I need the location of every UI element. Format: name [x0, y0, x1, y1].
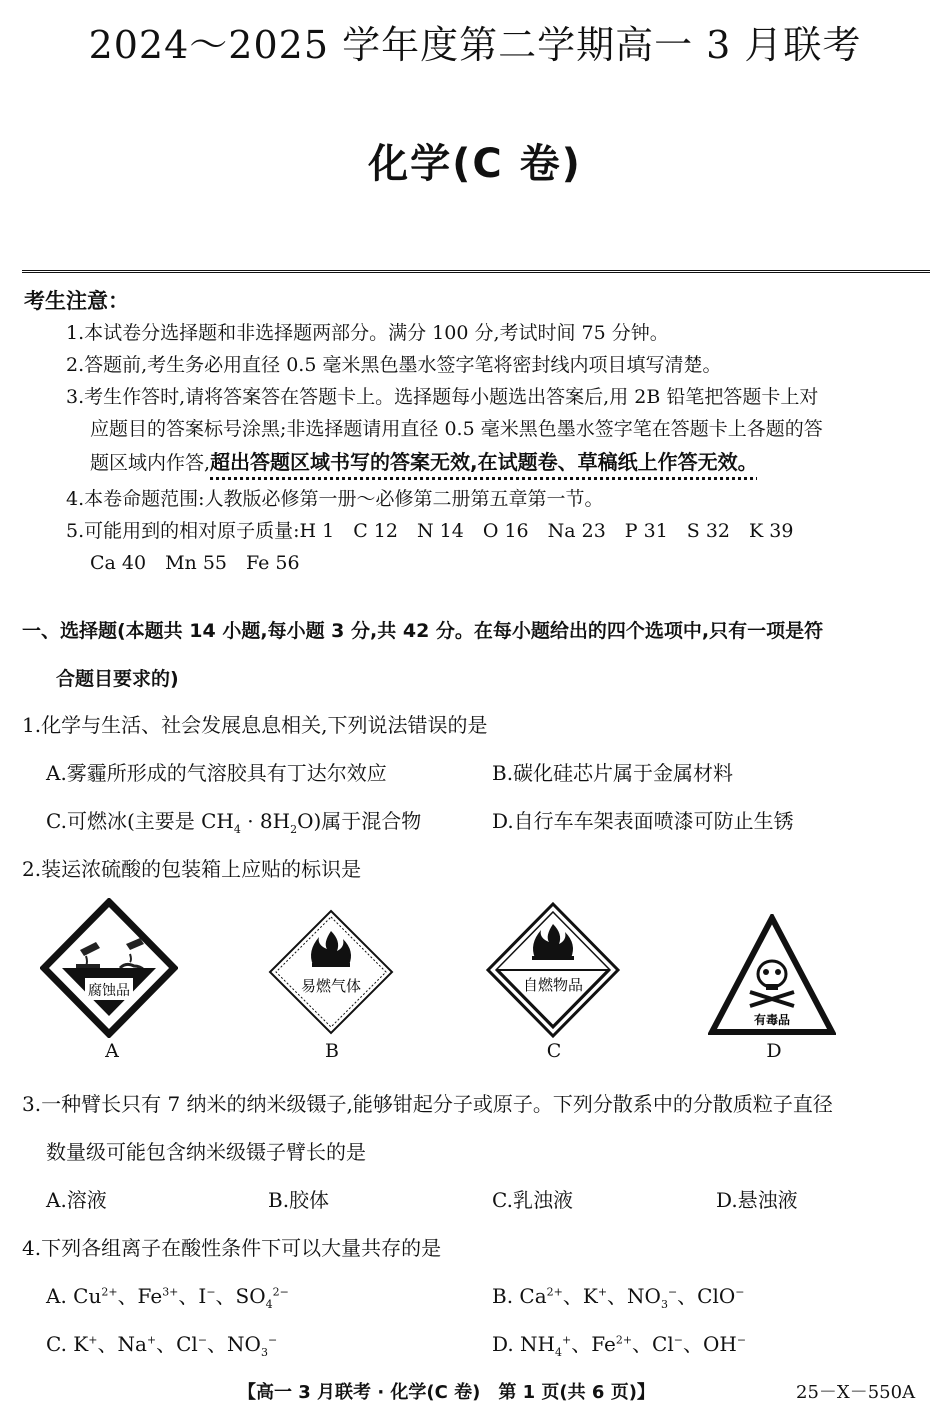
spontaneous-combustion-icon [484, 900, 622, 1040]
notice-emphasis: 超出答题区域书写的答案无效,在试题卷、草稿纸上作答无效。 [210, 450, 758, 474]
question-4-stem: 4.下列各组离子在酸性条件下可以大量共存的是 [22, 1236, 442, 1260]
flammable-gas-icon [264, 905, 398, 1039]
section-heading: 一、选择题(本题共 14 小题,每小题 3 分,共 42 分。在每小题给出的四个选项中,只有一项是符 [22, 620, 824, 642]
sign-b-label: B [325, 1040, 339, 1062]
q3-option-b: B.胶体 [268, 1188, 330, 1212]
sign-a-label: A [105, 1040, 119, 1062]
page-footer: 【高一 3 月联考 · 化学(C 卷) 第 1 页(共 6 页)】 [238, 1382, 655, 1403]
q4-option-c: C. K+、Na+、Cl−、$NO_3^-$ [46, 1332, 278, 1359]
notice-item-2: 2.答题前,考生务必用直径 0.5 毫米黑色墨水签字笔将密封线内项目填写清楚。 [66, 354, 722, 376]
q1-option-a: A.雾霾所形成的气溶胶具有丁达尔效应 [46, 761, 387, 785]
exam-title: 2024～2025 学年度第二学期高一 3 月联考 [88, 23, 862, 67]
q3-option-a: A.溶液 [46, 1188, 107, 1212]
question-1-stem: 1.化学与生活、社会发展息息相关,下列说法错误的是 [22, 713, 488, 737]
q4-option-a: A. $Cu^{2+}$、$Fe^{3+}$、I−、$SO_4^{2-}$ [46, 1284, 289, 1311]
q1-option-c [46, 805, 421, 836]
q1-c-part3: O)属于混合物 [297, 809, 422, 833]
q1-c-part2: · 8H [240, 809, 291, 833]
q1-c-part1: C.可燃冰(主要是 CH [46, 809, 234, 833]
notice-item-1: 1.本试卷分选择题和非选择题两部分。满分 100 分,考试时间 75 分钟。 [66, 322, 669, 344]
q1-option-b: B.碳化硅芯片属于金属材料 [492, 761, 734, 785]
sign-d-label: D [766, 1040, 782, 1062]
notice-item-3: 3.考生作答时,请将答案答在答题卡上。选择题每小题选出答案后,用 2B 铅笔把答题卡上对 [66, 386, 819, 408]
notice-title: 考生注意： [24, 289, 129, 313]
sign-c-text: 自燃物品 [522, 976, 584, 994]
question-2-stem: 2.装运浓硫酸的包装箱上应贴的标识是 [22, 857, 362, 881]
question-3-stem-cont: 数量级可能包含纳米级镊子臂长的是 [46, 1140, 366, 1164]
q1-c-sub2: 2 [290, 823, 298, 836]
sign-c-label: C [546, 1040, 562, 1062]
q1-option-d: D.自行车车架表面喷漆可防止生锈 [492, 809, 794, 833]
exam-subtitle: 化学(C 卷) [368, 141, 582, 187]
corrosive-icon [40, 898, 178, 1038]
notice-item-5: 5.可能用到的相对原子质量:H 1 C 12 N 14 O 16 Na 23 P 31 S 32 K 39 [66, 520, 794, 542]
q4-option-b: B. $Ca^{2+}$、K+、$NO_3^-$、ClO− [492, 1284, 745, 1311]
toxic-icon [708, 914, 836, 1036]
notice-item-5-cont: Ca 40 Mn 55 Fe 56 [90, 552, 300, 574]
q4-option-d: D. $NH_4^+$、$Fe^{2+}$、Cl−、OH− [492, 1332, 747, 1359]
notice-item-4: 4.本卷命题范围:人教版必修第一册～必修第二册第五章第一节。 [66, 488, 604, 510]
question-3-stem: 3.一种臂长只有 7 纳米的纳米级镊子,能够钳起分子或原子。下列分散系中的分散质粒子直径 [22, 1092, 833, 1116]
section-heading-cont: 合题目要求的) [56, 668, 179, 690]
header-divider [22, 270, 930, 273]
paper-code: 25－X－550A [796, 1382, 916, 1403]
q3-option-d: D.悬浊液 [716, 1188, 798, 1212]
sign-b-text: 易燃气体 [300, 977, 362, 995]
q3-option-c: C.乳浊液 [492, 1188, 573, 1212]
notice-item-3-tail: 题区域内作答, [90, 452, 211, 474]
q1-c-sub1: 4 [233, 823, 241, 836]
sign-d-text: 有毒品 [753, 1013, 791, 1027]
notice-item-3-cont: 应题目的答案标号涂黑;非选择题请用直径 0.5 毫米黑色墨水签字笔在答题卡上各题的答 [90, 418, 823, 440]
notice-item-3-cont2 [90, 446, 758, 475]
sign-a-text: 腐蚀品 [88, 983, 130, 999]
